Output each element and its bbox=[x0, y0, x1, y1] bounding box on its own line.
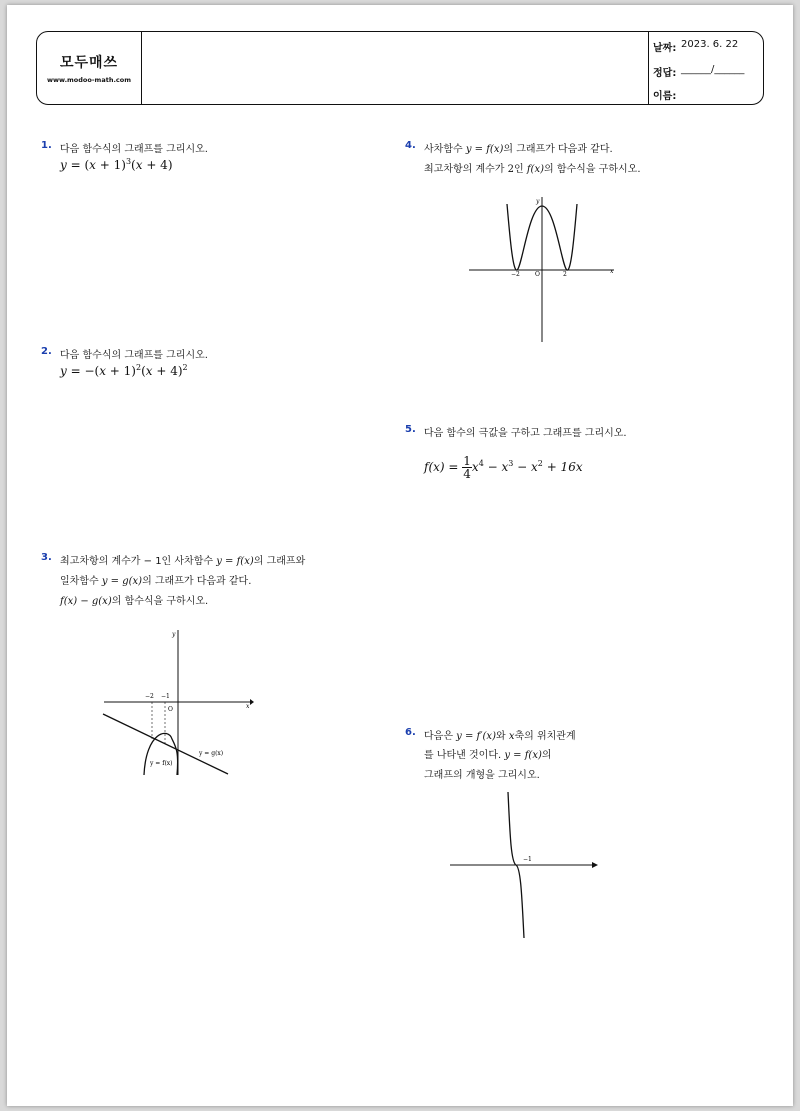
y-axis-label: y bbox=[536, 198, 540, 205]
name-label: 이름: bbox=[653, 91, 677, 102]
date-value: 2023. 6. 22 bbox=[681, 39, 739, 50]
answer-blank: ______/______ bbox=[681, 64, 745, 75]
question-text-line: 일차함수 y = g(x)의 그래프가 다음과 같다. bbox=[60, 576, 252, 587]
graph-q6 bbox=[448, 790, 608, 940]
curve-label-g: y = g(x) bbox=[199, 750, 224, 757]
tick-label: 2 bbox=[563, 271, 567, 278]
header-divider bbox=[648, 32, 649, 104]
curve-label-f: y = f(x) bbox=[150, 760, 173, 767]
question-number: 1. bbox=[41, 140, 52, 151]
worksheet-header bbox=[36, 31, 764, 105]
x-axis-label: x bbox=[246, 703, 250, 710]
graph-q4 bbox=[466, 194, 626, 344]
question-text: 다음 함수의 극값을 구하고 그래프를 그리시오. bbox=[424, 428, 627, 439]
tick-label: −2 bbox=[511, 271, 520, 278]
answer-label: 정답: bbox=[653, 68, 677, 79]
question-number: 4. bbox=[405, 140, 416, 151]
question-text-line: 다음은 y = f′(x)와 x축의 위치관계 bbox=[424, 731, 576, 742]
graph-q3 bbox=[100, 627, 260, 777]
question-text-line: 사차함수 y = f(x)의 그래프가 다음과 같다. bbox=[424, 144, 613, 155]
question-text-line: 최고차항의 계수가 2인 f(x)의 함수식을 구하시오. bbox=[424, 164, 641, 175]
question-text: 다음 함수식의 그래프를 그리시오. bbox=[60, 144, 208, 155]
tick-label: −2 bbox=[145, 693, 154, 700]
equation: $y = -(x + 1)^2(x + 4)^2$ bbox=[60, 363, 188, 378]
question-text-line: 그래프의 개형을 그리시오. bbox=[424, 770, 540, 781]
x-axis-arrow bbox=[250, 699, 254, 705]
header-divider bbox=[141, 32, 142, 104]
question-number: 3. bbox=[41, 552, 52, 563]
fraction: $\frac{1}{4}$ bbox=[463, 454, 471, 481]
tick-label: −1 bbox=[523, 856, 532, 863]
origin-label: O bbox=[535, 271, 540, 278]
question-text-line: 최고차항의 계수가 − 1인 사차함수 y = f(x)의 그래프와 bbox=[60, 556, 306, 567]
x-axis-arrow bbox=[592, 862, 598, 868]
logo-url: www.modoo-math.com bbox=[46, 76, 132, 84]
x-axis-label: x bbox=[610, 268, 614, 275]
tick-label: −1 bbox=[161, 693, 170, 700]
equation: f(x) = $\frac{1}{4}$ $x^4 - x^3 - x^2 + 16x$ bbox=[424, 454, 583, 481]
curve-f bbox=[144, 733, 178, 775]
question-text-line: 를 나타낸 것이다. y = f(x)의 bbox=[424, 750, 552, 761]
y-axis-label: y bbox=[172, 631, 176, 638]
origin-label: O bbox=[168, 706, 173, 713]
question-number: 5. bbox=[405, 424, 416, 435]
logo-title: 모두매쓰 bbox=[59, 55, 119, 71]
equation: $y = (x + 1)^3(x + 4)$ bbox=[60, 157, 173, 172]
date-label: 날짜: bbox=[653, 43, 677, 54]
question-number: 2. bbox=[41, 346, 52, 357]
question-text-line: f(x) − g(x)의 함수식을 구하시오. bbox=[60, 596, 209, 607]
question-number: 6. bbox=[405, 727, 416, 738]
question-text: 다음 함수식의 그래프를 그리시오. bbox=[60, 350, 208, 361]
